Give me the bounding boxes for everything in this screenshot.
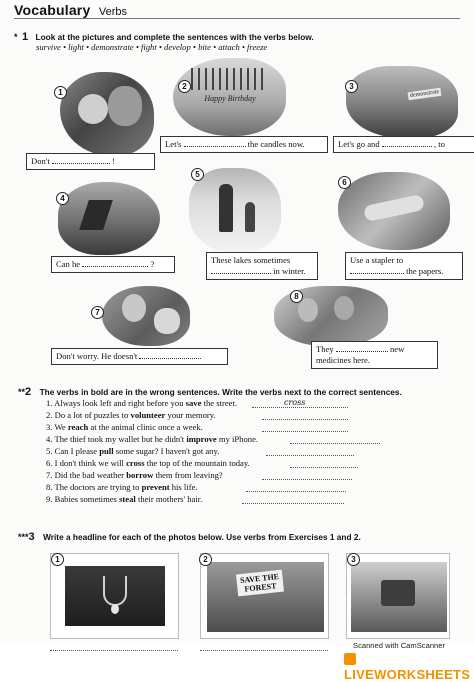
photo-1-dog-bite bbox=[60, 72, 154, 156]
page-title: Vocabulary bbox=[14, 2, 91, 18]
ex3-photo-frame-2 bbox=[200, 553, 329, 639]
pendant bbox=[111, 604, 119, 614]
ex2-handwritten-answer: cross bbox=[284, 398, 306, 407]
ex2-sentence-3: 3. We reach at the animal clinic once a week. bbox=[46, 422, 203, 432]
scanner-watermark: Scanned with CamScanner bbox=[353, 641, 446, 650]
ex2-answer-line-1[interactable] bbox=[252, 407, 348, 408]
protest-sign: demonstrate bbox=[408, 88, 442, 101]
answer-blank-7[interactable] bbox=[139, 358, 199, 359]
ex3-answer-line-1[interactable] bbox=[50, 650, 178, 651]
answer-box-1: Don't ! bbox=[26, 153, 155, 170]
woman-face bbox=[122, 294, 146, 322]
badge-6: 6 bbox=[338, 176, 351, 189]
ex3-photo-frame-1 bbox=[50, 553, 179, 639]
answer-blank-8[interactable] bbox=[336, 351, 388, 352]
ex2-answer-line-5[interactable] bbox=[266, 455, 354, 456]
badge-4: 4 bbox=[56, 192, 69, 205]
answer-box-5: These lakes sometimes in winter. bbox=[206, 252, 318, 280]
ex3-photo-frame-3 bbox=[346, 553, 450, 639]
photo-2-birthday-cake bbox=[173, 58, 286, 136]
cake-text: Happy Birthday bbox=[204, 94, 256, 103]
answer-blank-3[interactable] bbox=[382, 146, 432, 147]
photo-7-woman-with-dog bbox=[102, 286, 190, 346]
answer-blank-5[interactable] bbox=[211, 273, 271, 274]
ex1-instruction: Look at the pictures and complete the sentences with the verbs below. bbox=[35, 32, 314, 42]
badge-2: 2 bbox=[178, 80, 191, 93]
ex2-instruction: The verbs in bold are in the wrong sentences. Write the verbs next to the correct sentences. bbox=[39, 387, 402, 397]
photo-protest bbox=[207, 562, 324, 632]
ex1-stars: * bbox=[14, 32, 18, 42]
skater-child bbox=[245, 202, 255, 232]
candles bbox=[191, 68, 267, 90]
ex2-answer-line-6[interactable] bbox=[290, 467, 358, 468]
ex2-sentence-4: 4. The thief took my wallet but he didn't improve my iPhone. bbox=[46, 434, 259, 444]
answer-blank-2[interactable] bbox=[184, 146, 246, 147]
ex2-sentence-1: 1. Always look left and right before you save the street. bbox=[46, 398, 237, 408]
page-header bbox=[14, 2, 127, 18]
badge-8: 8 bbox=[290, 290, 303, 303]
photo-necklace bbox=[65, 566, 165, 626]
ex2-stars: ** bbox=[18, 387, 26, 397]
ex2-sentence-9: 9. Babies sometimes steal their mothers' hair. bbox=[46, 494, 203, 504]
ex2-answer-line-9[interactable] bbox=[242, 503, 344, 504]
liveworksheets-icon bbox=[344, 653, 356, 665]
ex2-number: 2 bbox=[25, 386, 32, 398]
ex3-instruction: Write a headline for each of the photos below. Use verbs from Exercises 1 and 2. bbox=[43, 532, 361, 542]
stapler bbox=[363, 194, 425, 222]
photo-6-stapler bbox=[338, 172, 450, 250]
ex2-sentence-6: 6. I don't think we will cross the top of the mountain today. bbox=[46, 458, 250, 468]
answer-box-2: Let's the candles now. bbox=[160, 136, 328, 153]
photo-5-frozen-lake bbox=[189, 168, 281, 252]
badge-3: 3 bbox=[345, 80, 358, 93]
ex1-number: 1 bbox=[21, 31, 29, 43]
scientist-1 bbox=[298, 298, 318, 322]
ex2-answer-line-7[interactable] bbox=[262, 479, 352, 480]
ex2-sentence-5: 5. Can I please pull some sugar? I haven't got any. bbox=[46, 446, 220, 456]
scientist-2 bbox=[334, 296, 354, 320]
photo-4-sinking-ship bbox=[58, 182, 160, 255]
ex2-answer-line-4[interactable] bbox=[290, 443, 380, 444]
robot bbox=[381, 580, 415, 606]
answer-box-7: Don't worry. He doesn't . bbox=[51, 348, 228, 365]
answer-blank-6[interactable] bbox=[350, 273, 404, 274]
header-rule bbox=[14, 18, 460, 19]
necklace bbox=[103, 576, 127, 606]
ex3-badge-3: 3 bbox=[347, 553, 360, 566]
ex2-answer-line-2[interactable] bbox=[262, 419, 348, 420]
answer-blank-1[interactable] bbox=[52, 163, 110, 164]
ex3-badge-1: 1 bbox=[51, 553, 64, 566]
badge-5: 5 bbox=[191, 168, 204, 181]
answer-box-4: Can he ? bbox=[51, 256, 175, 273]
ex2-sentence-list bbox=[46, 398, 286, 506]
ex3-stars: *** bbox=[18, 532, 29, 542]
skater-adult bbox=[219, 184, 233, 232]
badge-1: 1 bbox=[54, 86, 67, 99]
answer-box-3: Let's go and , to bbox=[333, 136, 474, 153]
answer-blank-4[interactable] bbox=[82, 266, 148, 267]
ex3-heading bbox=[18, 527, 361, 545]
ex2-sentence-2: 2. Do a lot of puzzles to volunteer your memory. bbox=[46, 410, 216, 420]
answer-box-8: They new medicines here. bbox=[311, 341, 438, 369]
page-subtitle: Verbs bbox=[98, 6, 128, 18]
ship bbox=[79, 200, 113, 230]
answer-box-6: Use a stapler to the papers. bbox=[345, 252, 463, 280]
ex2-sentence-8: 8. The doctors are trying to prevent his life. bbox=[46, 482, 198, 492]
ex2-answer-line-8[interactable] bbox=[246, 491, 346, 492]
photo-3-demonstration bbox=[346, 66, 458, 138]
ex2-answer-line-3[interactable] bbox=[262, 431, 348, 432]
badge-7: 7 bbox=[91, 306, 104, 319]
ex3-badge-2: 2 bbox=[199, 553, 212, 566]
ex2-sentence-7: 7. Did the bad weather borrow them from leaving? bbox=[46, 470, 223, 480]
ex3-number: 3 bbox=[28, 531, 35, 543]
save-forest-sign: SAVE THE FOREST bbox=[236, 570, 284, 597]
ex3-answer-line-2[interactable] bbox=[200, 650, 328, 651]
child-face bbox=[78, 94, 108, 124]
liveworksheets-logo[interactable]: LIVEWORKSHEETS bbox=[344, 652, 474, 682]
ex1-verb-list: survive • light • demonstrate • fight • develop • bite • attach • freeze bbox=[36, 42, 268, 52]
dog bbox=[154, 308, 180, 334]
photo-robot-crowd bbox=[351, 562, 447, 632]
dog-head bbox=[108, 86, 142, 126]
